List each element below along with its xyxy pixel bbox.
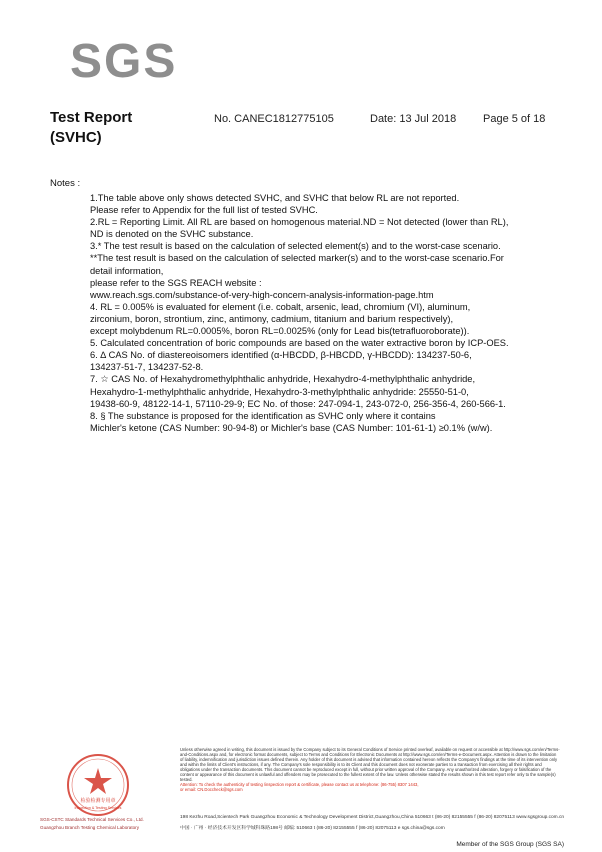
note-line: please refer to the SGS REACH website :	[90, 277, 262, 288]
footer-address-en: 198 Kezhu Road,Scientech Park Guangzhou Economic & Technology Development District,Guangzhou,China 510663 t (86-20) 82155555 f (86-20) 82075113 www.sgsgroup.com.cn	[180, 815, 565, 820]
report-number: No. CANEC1812775105	[214, 113, 334, 125]
note-line: 2.RL = Reporting Limit. All RL are based on homogenous material.ND = Not detected (lower than RL),	[90, 217, 509, 228]
note-line: except molybdenum RL=0.0005%, boron RL=0.0025% (only for Lead bis(tetrafluoroborate)).	[90, 326, 470, 337]
stamp-en-text: Inspection & Testing Services	[74, 806, 122, 810]
note-line: Hexahydro-1-methylphthalic anhydride, Hexahydro-3-methylphthalic anhydride: 25550-51-0,	[90, 386, 469, 397]
note-line: 7. ☆ CAS No. of Hexahydromethylphthalic anhydride, Hexahydro-4-methylphthalic anhydride,	[90, 374, 476, 385]
note-link[interactable]: www.reach.sgs.com/substance-of-very-high-concern-analysis-information-page.htm	[90, 289, 434, 300]
attention-text: Attention: To check the authenticity of testing /inspection report & certificate, please contact us at telephone: (86-755) 8307 1443,	[180, 782, 419, 787]
note-line: ND is denoted on the SVHC substance.	[90, 229, 254, 240]
note-line: 134237-51-7, 134237-52-8.	[90, 362, 204, 373]
notes-label: Notes :	[50, 178, 81, 189]
note-line: 3.* The test result is based on the calculation of selected element(s) and to the worst-case scenario.	[90, 241, 501, 252]
disclaimer-text: Unless otherwise agreed in writing, this document is issued by the Company subject to its General Conditions of Service printed overleaf, available on request or accessible at http://www.sgs.com/en/Terms-and-Conditions.aspx and, for electronic format documents, subject to Terms and Conditions for Electronic Documents at http://www.sgs.com/en/Terms-e-Document.aspx. Attention is drawn to the limitation of liability, indemnification and jurisdiction issues defined therein. Any holder of this document is advised that information contained hereon reflects the Company's findings at the time of its intervention only and within the limits of Client's instructions, if any. The Company's sole responsibility is to its Client and this document does not exonerate parties to a transaction from exercising all their rights and obligations under the transaction documents. This document cannot be reproduced except in full, without prior written approval of the Company. Any unauthorized alteration, forgery or falsification of the content or appearance of this document is unlawful and offenders may be prosecuted to the fullest extent of the law. Unless otherwise stated the results shown in this test report refer only to the sample(s) tested.	[180, 747, 560, 782]
sgs-logo: SGS	[70, 35, 178, 88]
note-line: 8. § The substance is proposed for the identification as SVHC only where it contains	[90, 410, 436, 421]
check-email-link[interactable]: or email: CN.Doccheck@sgs.com	[180, 787, 243, 792]
footer-disclaimer	[180, 747, 560, 792]
page-number: Page 5 of 18	[483, 113, 546, 125]
note-line: 1.The table above only shows detected SVHC, and SVHC that below RL are not reported.	[90, 193, 460, 203]
note-line: 4. RL = 0.005% is evaluated for element (i.e. cobalt, arsenic, lead, chromium (VI), aluminum,	[90, 301, 471, 312]
report-subtitle: (SVHC)	[50, 129, 102, 146]
note-line: 19438-60-9, 48122-14-1, 57110-29-9; EC No. of those: 247-094-1, 243-072-0, 256-356-4, 260-566-1.	[90, 398, 506, 409]
notes-body	[90, 192, 560, 434]
report-title: Test Report	[50, 109, 133, 126]
company-name-en: SGS-CSTC Standards Technical Services Co., Ltd.	[40, 817, 144, 822]
footer-address-cn: 中国 · 广州 · 经济技术开发区科学城科珠路198号 邮编: 510663 t (86-20) 82155555 f (86-20) 82075113 e sgs.china@sgs.com	[180, 826, 445, 831]
company-branch: Guangzhou Branch Testing Chemical Laboratory	[40, 825, 139, 830]
note-line: 6. ∆ CAS No. of diastereoisomers identified (α-HBCDD, β-HBCDD, γ-HBCDD): 134237-50-6,	[90, 350, 472, 361]
note-line: 5. Calculated concentration of boric compounds are based on the water extractive boron by ICP-OES.	[90, 338, 509, 349]
report-date: Date: 13 Jul 2018	[370, 113, 457, 125]
sgs-member-note: Member of the SGS Group (SGS SA)	[456, 841, 564, 848]
stamp-cn-text: 检验检测专用章	[80, 798, 116, 804]
note-line: Please refer to Appendix for the full list of tested SVHC.	[90, 205, 318, 216]
note-line: detail information,	[90, 265, 164, 276]
note-line: zirconium, boron, strontium, zinc, antimony, cadmium, titanium and barium respectively),	[90, 313, 454, 324]
note-line: **The test result is based on the calculation of selected marker(s) and to the worst-case scenario.For	[90, 253, 504, 264]
note-line: Michler's ketone (CAS Number: 90-94-8) or Michler's base (CAS Number: 101-61-1) ≥0.1% (w/w).	[90, 422, 493, 433]
